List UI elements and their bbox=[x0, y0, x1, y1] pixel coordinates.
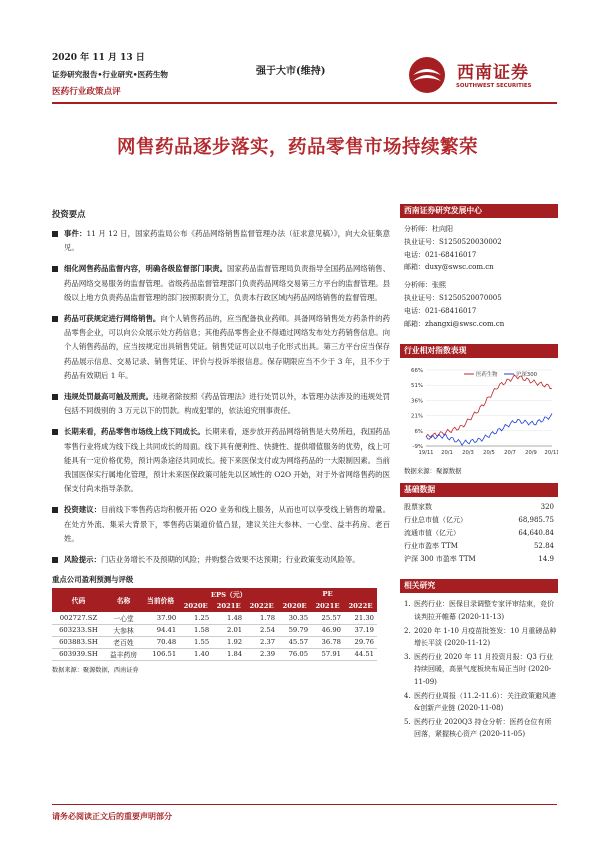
list-number: 4. bbox=[404, 691, 411, 700]
bullet-text: 向个人销售药品的，应当配备执业药师。具备网络销售处方药条件的药品零售企业，可以向公众展示处方药信息；其他药品零售企业不得通过网络发布处方药销售信息。向个人销售药品的，应当按规定出具销售凭证。销售凭证可以以电子化形式出具。第三方平台应当保存药品展示信息、交易记录、销售凭证、评价与投诉举报信息。保存期限应当不少于 3 年，且不少于药品有效期后 1 年。 bbox=[64, 314, 390, 380]
x-tick-label: 20/7 bbox=[504, 450, 516, 457]
cell-price: 94.41 bbox=[156, 626, 177, 635]
cell-pe: 46.90 bbox=[321, 626, 341, 635]
basic-value: 52.84 bbox=[533, 541, 554, 550]
related-report-title: 医药行业 2020 年 11 月投资月报：Q3 行业持续回暖，高景气度板块布局正当时 (2020-11-09) bbox=[414, 652, 554, 686]
basic-key: 行业市盈率 TTM bbox=[404, 541, 458, 550]
y-tick-label: 6% bbox=[414, 429, 423, 436]
cell-pe: 21.30 bbox=[354, 614, 374, 623]
cell-name: 大参林 bbox=[113, 627, 134, 636]
table-row bbox=[52, 636, 377, 648]
bullet-square-icon bbox=[52, 557, 58, 563]
cell-pe: 57.91 bbox=[321, 650, 341, 659]
bullet-risk bbox=[52, 553, 390, 567]
cell-price: 37.90 bbox=[156, 614, 177, 623]
col-year: 2020E bbox=[278, 600, 311, 612]
footer-divider bbox=[52, 804, 557, 805]
bullet-supervision bbox=[52, 262, 390, 305]
report-subtype: 医药行业政策点评 bbox=[52, 87, 121, 97]
cell-pe: 59.79 bbox=[288, 626, 309, 635]
footer-disclaimer[interactable]: 请务必阅读正文后的重要声明部分 bbox=[52, 811, 172, 821]
bullet-text: 违规者除按照《药品管理法》进行处罚以外，本管理办法涉及的违规处罚包括不同级别的 3 万元以下的罚款。构成犯罪的，依法追究刑事责任。 bbox=[64, 392, 390, 416]
analyst-email[interactable]: 邮箱：duxy@swsc.com.cn bbox=[404, 263, 494, 272]
basic-value: 14.9 bbox=[538, 554, 554, 563]
report-type: 证券研究报告•行业研究•医药生物 bbox=[52, 70, 169, 79]
cell-name: 益丰药房 bbox=[109, 651, 138, 660]
report-date: 2020 年 11 月 13 日 bbox=[52, 53, 145, 63]
x-tick-label: 20/1 bbox=[441, 450, 453, 457]
bullet-head: 投资建议： bbox=[64, 505, 102, 515]
x-tick-label: 19/11 bbox=[418, 450, 434, 457]
related-report-title: 医药行业：医保目录调整专家评审结束，竞价谈判拉开帷幕 (2020-11-13) bbox=[414, 600, 554, 621]
analyst-tel: 电话：021-68416017 bbox=[404, 250, 477, 259]
cell-code: 603233.SH bbox=[59, 626, 98, 635]
col-price: 当前价格 bbox=[142, 588, 179, 612]
analyst-name: 分析师：杜向阳 bbox=[404, 225, 453, 233]
col-pe: PE bbox=[278, 588, 377, 600]
related-report-link[interactable] bbox=[400, 651, 558, 689]
y-tick-label: -9% bbox=[412, 444, 423, 451]
bullet-penalty bbox=[52, 390, 390, 418]
analyst-name: 分析师：张熙 bbox=[404, 281, 446, 290]
bullet-head: 风险提示： bbox=[64, 555, 101, 565]
cell-price: 70.48 bbox=[156, 638, 177, 647]
sidebar bbox=[400, 204, 558, 742]
bullet-event bbox=[52, 227, 390, 255]
bullet-head: 长期来看，药品零售市场线上线下同成长。 bbox=[64, 427, 205, 437]
bullet-online-sales bbox=[52, 312, 390, 383]
team-title: 西南证券研究发展中心 bbox=[400, 204, 558, 218]
col-year: 2021E bbox=[212, 600, 245, 612]
basic-value: 320 bbox=[540, 503, 554, 512]
basic-data-row bbox=[400, 514, 558, 527]
col-eps: EPS（元） bbox=[179, 588, 278, 600]
bullet-long-term bbox=[52, 425, 390, 496]
related-report-title: 医药行业周报（11.2-11.6）：关注政策避风港&创新产业链 (2020-11-08) bbox=[414, 691, 557, 713]
list-number: 1. bbox=[404, 600, 411, 609]
related-report-title: 医药行业 2020Q3 持仓分析：医药仓位有所回落，紧握核心资产 (2020-11-05) bbox=[414, 717, 552, 739]
report-title: 网售药品逐步落实，药品零售市场持续繁荣 bbox=[116, 137, 478, 158]
bullet-head: 细化网售药品监督内容，明确各级监督部门职责。 bbox=[64, 264, 227, 274]
bullet-investment-advice bbox=[52, 503, 390, 546]
related-report-link[interactable] bbox=[400, 625, 558, 650]
table-row bbox=[52, 612, 377, 624]
related-title: 相关研究 bbox=[400, 579, 558, 593]
cell-name: 老百姓 bbox=[113, 639, 134, 648]
table-row bbox=[52, 624, 377, 636]
basic-data-row bbox=[400, 501, 558, 514]
y-tick-label: 21% bbox=[411, 413, 423, 420]
analyst-cert: 执业证号：S1250520030002 bbox=[404, 237, 502, 246]
y-tick-label: 51% bbox=[411, 383, 423, 390]
col-name: 名称 bbox=[105, 588, 142, 612]
bullet-square-icon bbox=[52, 266, 58, 272]
cell-pe: 45.57 bbox=[288, 638, 309, 647]
cell-pe: 29.76 bbox=[354, 638, 374, 647]
list-number: 3. bbox=[404, 652, 411, 661]
bullet-head: 药品可获规定进行网络销售。 bbox=[64, 314, 161, 324]
perf-title: 行业相对指数表现 bbox=[400, 344, 558, 358]
list-number: 5. bbox=[404, 717, 411, 726]
related-report-title: 2020 年 1-10 月疫苗批签发：10 月重磅品种增长平淡 (2020-11-12) bbox=[414, 626, 557, 648]
cell-price: 106.51 bbox=[152, 650, 177, 659]
bullet-text: 目前线下零售药店均积极开拓 O2O 业务和线上服务，从而也可以享受线上销售的增量。在处方外流、集采大背景下，零售药店渠道价值凸显，建议关注大参林、一心堂、益丰药房、老百姓。 bbox=[64, 505, 390, 543]
cell-eps: 1.78 bbox=[259, 614, 276, 623]
related-report-link[interactable] bbox=[400, 690, 558, 715]
bullet-square-icon bbox=[52, 429, 58, 435]
cell-eps: 1.25 bbox=[194, 614, 210, 623]
cell-eps: 1.48 bbox=[226, 614, 243, 623]
related-report-link[interactable] bbox=[400, 598, 558, 623]
bullet-text: 长期来看，逐步放开药品网络销售是大势所趋，我国药品零售行业将成为线下线上共同成长的局面。线下具有便利性、快捷性、提供增值服务的优势，线上可能具有一定价格优势，预计两条途径共同成长。接下来医保支付或为网络药品的一大限制因素。当前我国医保实行属地化管理，预计未来医保政策可能先以区域性的 O2O 开始，对于外省网络售药的医保支付尚未指导条款。 bbox=[64, 427, 390, 494]
cell-code: 603883.SH bbox=[59, 638, 98, 647]
basic-data-row bbox=[400, 540, 558, 553]
col-year: 2022E bbox=[344, 600, 377, 612]
basic-title: 基础数据 bbox=[400, 483, 558, 497]
basic-data-row bbox=[400, 553, 558, 566]
analyst-cert: 执业证号：S1250520070005 bbox=[404, 293, 502, 302]
cell-eps: 1.40 bbox=[194, 650, 210, 659]
bullet-text: 国家药品监督管理局负责指导全国药品网络销售、药品网络交易服务的监督管理。省级药品监督管理部门负责药品网络交易第三方平台的监督管理。县级以上地方负责药品监督管理的部门按照职责分工，负责本行政区域内药品网络销售的监督管理。 bbox=[64, 264, 390, 302]
cell-code: 002727.SZ bbox=[59, 614, 98, 623]
col-year: 2021E bbox=[311, 600, 344, 612]
cell-eps: 1.58 bbox=[194, 626, 210, 635]
cell-pe: 44.51 bbox=[354, 650, 374, 659]
basic-key: 行业总市值（亿元） bbox=[404, 516, 467, 525]
bullet-square-icon bbox=[52, 231, 58, 237]
cell-pe: 37.19 bbox=[354, 626, 374, 635]
related-report-link[interactable] bbox=[400, 716, 558, 741]
logo-text-en: SOUTHWEST SECURITIES bbox=[456, 83, 532, 89]
relative-index-chart bbox=[400, 362, 558, 462]
cell-eps: 2.39 bbox=[259, 650, 276, 659]
cell-eps: 2.37 bbox=[259, 638, 276, 647]
cell-name: 一心堂 bbox=[113, 615, 134, 624]
y-tick-label: 36% bbox=[411, 398, 423, 405]
bullet-square-icon bbox=[52, 507, 58, 513]
basic-value: 64,640.84 bbox=[518, 528, 554, 537]
bullet-head: 违规处罚最高可触及刑责。 bbox=[64, 392, 153, 402]
basic-key: 股票家数 bbox=[404, 503, 432, 512]
col-year: 2022E bbox=[245, 600, 278, 612]
bullet-text: 门店业务增长不及预期的风险；并购整合效果不达预期；行业政策变动风险等。 bbox=[100, 555, 360, 565]
cell-eps: 2.54 bbox=[259, 626, 276, 635]
cell-pe: 25.57 bbox=[321, 614, 341, 623]
cell-pe: 30.35 bbox=[288, 614, 309, 623]
series-line bbox=[426, 375, 552, 438]
list-number: 2. bbox=[404, 626, 411, 635]
chart-source: 数据来源：聚源数据 bbox=[404, 467, 462, 476]
basic-key: 沪深 300 市盈率 TTM bbox=[404, 554, 476, 563]
cell-eps: 1.55 bbox=[194, 638, 210, 647]
legend-label: 沪深300 bbox=[516, 372, 538, 379]
table-title: 重点公司盈利预测与评级 bbox=[52, 575, 134, 585]
cell-eps: 1.84 bbox=[226, 650, 243, 659]
analyst-tel: 电话：021-68416017 bbox=[404, 306, 477, 315]
investment-highlights bbox=[52, 208, 390, 674]
x-tick-label: 20/11 bbox=[544, 450, 558, 457]
bullet-text: 11 月 12 日，国家药监局公布《药品网络销售监督管理办法（征求意见稿）》，向大众征集意见。 bbox=[64, 229, 390, 253]
industry-rating: 强于大市(维持) bbox=[256, 66, 326, 77]
basic-value: 68,985.75 bbox=[518, 516, 554, 525]
forecast-table bbox=[52, 588, 377, 661]
logo-text: 西南证券 bbox=[457, 63, 529, 83]
table-source: 数据来源：聚源数据，西南证券 bbox=[52, 666, 139, 674]
analyst-email[interactable]: 邮箱：zhangxi@swsc.com.cn bbox=[404, 319, 505, 328]
col-year: 2020E bbox=[179, 600, 212, 612]
bullet-square-icon bbox=[52, 316, 58, 322]
cell-pe: 76.05 bbox=[288, 650, 309, 659]
cell-eps: 1.92 bbox=[226, 638, 243, 647]
cell-code: 603939.SH bbox=[59, 650, 98, 659]
header-divider bbox=[52, 102, 557, 104]
y-tick-label: 66% bbox=[411, 368, 423, 375]
x-tick-label: 20/5 bbox=[483, 450, 495, 457]
x-tick-label: 20/9 bbox=[525, 450, 537, 457]
series-line bbox=[426, 414, 552, 446]
col-code: 代码 bbox=[52, 588, 105, 612]
legend-label: 医药生物 bbox=[476, 372, 498, 379]
basic-key: 流通市值（亿元） bbox=[404, 528, 460, 537]
bullet-head: 事件： bbox=[64, 229, 87, 238]
basic-data-row bbox=[400, 527, 558, 540]
cell-eps: 2.01 bbox=[226, 626, 243, 635]
cell-pe: 36.78 bbox=[321, 638, 341, 647]
x-tick-label: 20/3 bbox=[462, 450, 474, 457]
table-row bbox=[52, 648, 377, 660]
bullet-square-icon bbox=[52, 394, 58, 400]
section-title: 投资要点 bbox=[52, 209, 86, 219]
